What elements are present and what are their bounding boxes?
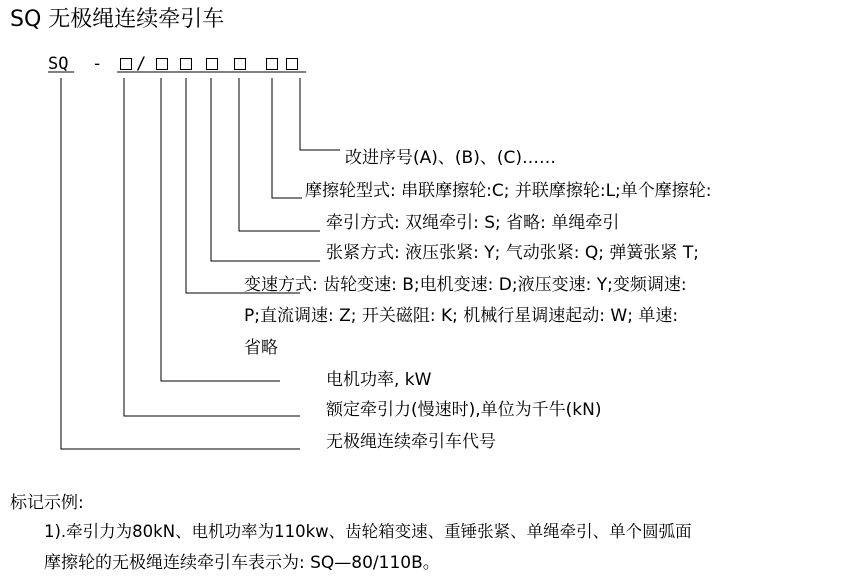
code-dash: - [92,54,103,74]
speed-mode-label-line2: P;直流调速: Z; 开关磁阻: K; 机械行星调速起动: W; 单速: [244,306,679,326]
code-prefix: SQ [48,54,69,74]
speed-mode-label-line3: 省略 [244,338,278,358]
page-title: SQ 无极绳连续牵引车 [10,7,225,32]
product-code-label: 无极绳连续牵引车代号 [326,432,496,452]
motor-power-label: 电机功率, kW [326,370,432,390]
leader-traction-mode [239,78,320,231]
leader-rated-traction [124,78,300,416]
tension-mode-label: 张紧方式: 液压张紧: Y; 气动张紧: Q; 弹簧张紧 T; [326,243,699,263]
leader-tension-mode [211,78,320,261]
traction-mode-label: 牵引方式: 双绳牵引: S; 省略: 单绳牵引 [326,213,620,233]
improvement-no-label: 改进序号(A)、(B)、(C)…… [345,148,556,168]
example-line-1: 1).牵引力为80kN、电机功率为110kw、齿轮箱变速、重锤张紧、单绳牵引、单个圆弧面 [44,522,692,541]
speed-mode-label-line1: 变速方式: 齿轮变速: B;电机变速: D;液压变速: Y;变频调速: [244,275,687,295]
example-heading: 标记示例: [10,493,84,513]
leader-friction-wheel [272,78,302,198]
code-slash: / [136,54,147,74]
leader-improvement [300,78,340,150]
leader-product-code [61,78,300,449]
friction-wheel-type-label: 摩擦轮型式: 串联摩擦轮:C; 并联摩擦轮:L;单个摩擦轮: [305,181,712,201]
example-line-2: 摩擦轮的无极绳连续牵引车表示为: SQ—80/110B。 [44,553,440,573]
rated-traction-label: 额定牵引力(慢速时),单位为千牛(kN) [326,400,602,420]
